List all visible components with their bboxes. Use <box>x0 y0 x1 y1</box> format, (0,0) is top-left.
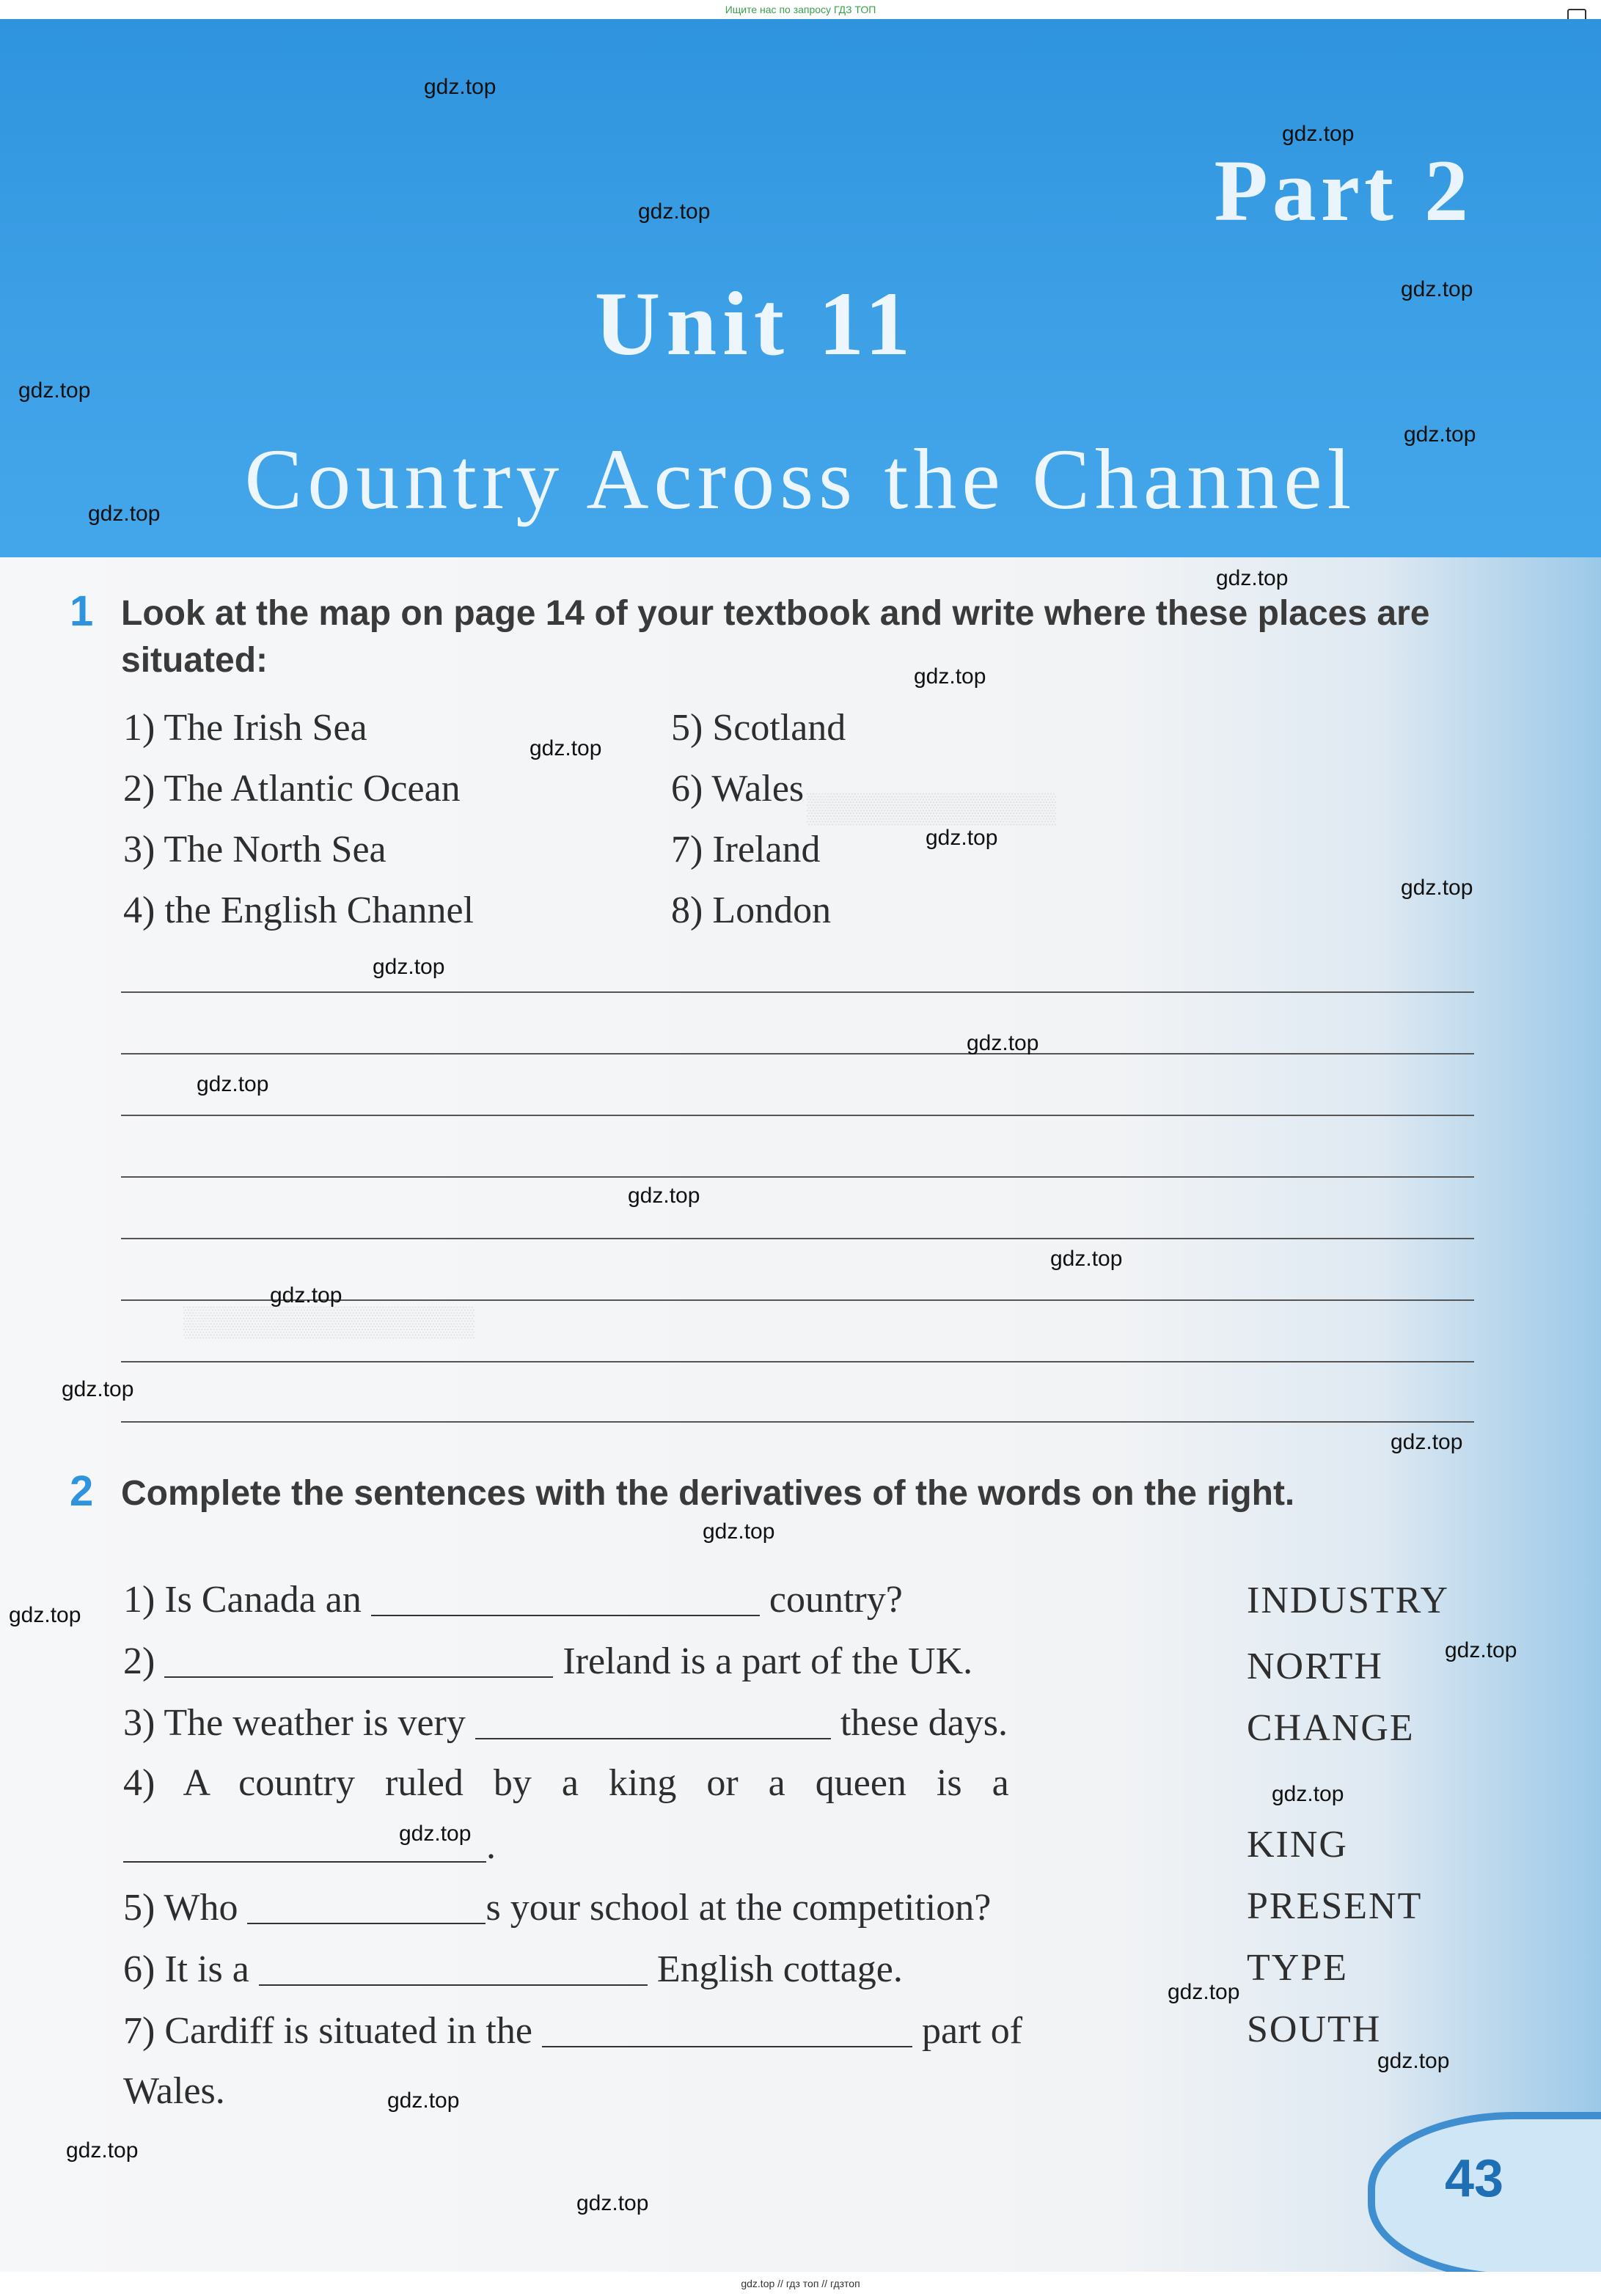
place-item: 1) The Irish Sea <box>123 707 367 749</box>
part-heading: Part 2 <box>1214 142 1473 239</box>
footer-note: gdz.top // гдз топ // гдзтоп <box>0 2272 1601 2296</box>
sentence-3 <box>123 1700 1008 1745</box>
answer-line[interactable] <box>121 1176 1474 1178</box>
watermark: gdz.top <box>88 502 161 526</box>
watermark: gdz.top <box>638 199 711 224</box>
watermark: gdz.top <box>926 826 998 850</box>
blank-field[interactable] <box>371 1577 760 1616</box>
sentence-6-before: 6) It is a <box>123 1948 249 1990</box>
watermark: gdz.top <box>270 1283 342 1307</box>
watermark: gdz.top <box>1168 1980 1240 2004</box>
sentence-7-before: 7) Cardiff is situated in the <box>123 2010 532 2052</box>
unit-title: Country Across the Channel <box>244 431 1357 527</box>
sentence-2-after: Ireland is a part of the UK. <box>563 1640 973 1682</box>
exercise-1-instruction: Look at the map on page 14 of your textbook and write where these places are situated: <box>121 594 1430 680</box>
sentence-6-after: English cottage. <box>656 1948 903 1990</box>
watermark: gdz.top <box>530 736 602 760</box>
root-word: KING <box>1247 1824 1348 1866</box>
sentence-3-before: 3) The weather is very <box>123 1702 466 1744</box>
exercise-2-number: 2 <box>70 1467 94 1515</box>
root-word: SOUTH <box>1247 2009 1382 2050</box>
unit-header <box>0 19 1601 557</box>
answer-line[interactable] <box>121 1238 1474 1239</box>
sentence-6 <box>123 1946 903 1991</box>
watermark: gdz.top <box>576 2191 649 2215</box>
sentence-3-after: these days. <box>840 1702 1008 1744</box>
sentence-7 <box>123 2008 1022 2053</box>
bleed-through-mark: ▒▒▒▒▒▒▒▒▒▒▒▒▒▒ <box>183 1305 475 1338</box>
blank-field[interactable] <box>475 1700 831 1739</box>
watermark: gdz.top <box>703 1519 775 1544</box>
sentence-2-before: 2) <box>123 1640 155 1682</box>
place-item: 2) The Atlantic Ocean <box>123 768 461 810</box>
bleed-through-mark: ▒▒▒▒▒▒▒▒▒▒▒▒ <box>807 792 1057 824</box>
sentence-5 <box>123 1885 991 1929</box>
root-word: INDUSTRY <box>1247 1580 1450 1621</box>
sentence-2 <box>123 1638 972 1683</box>
root-word: NORTH <box>1247 1646 1383 1687</box>
exercise-1-number: 1 <box>70 587 94 635</box>
blank-field[interactable] <box>247 1885 486 1924</box>
watermark: gdz.top <box>1377 2049 1450 2073</box>
sentence-4: 4) A country ruled by a king or a queen is a <box>123 1762 1009 1804</box>
exercise-2-instruction: Complete the sentences with the derivatives of the words on the right. <box>121 1474 1295 1513</box>
sentence-7-line2: Wales. <box>123 2070 225 2112</box>
place-item: 3) The North Sea <box>123 829 386 870</box>
watermark: gdz.top <box>1401 277 1473 301</box>
watermark: gdz.top <box>9 1603 81 1627</box>
watermark: gdz.top <box>1272 1782 1344 1806</box>
place-item: 5) Scotland <box>671 707 846 749</box>
watermark: gdz.top <box>373 955 445 979</box>
sentence-5-after: s your school at the competition? <box>486 1887 992 1929</box>
top-search-note: Ищите нас по запросу ГДЗ ТОП <box>0 0 1601 19</box>
place-item: 8) London <box>671 890 832 931</box>
watermark: gdz.top <box>1401 876 1473 900</box>
watermark: gdz.top <box>1050 1247 1123 1271</box>
watermark: gdz.top <box>1404 422 1476 447</box>
sentence-1-after: country? <box>769 1579 903 1621</box>
sentence-4-after: . <box>486 1825 496 1867</box>
watermark: gdz.top <box>18 378 91 403</box>
place-item: 4) the English Channel <box>123 890 475 931</box>
watermark: gdz.top <box>66 2138 139 2163</box>
watermark: gdz.top <box>1391 1430 1463 1454</box>
watermark: gdz.top <box>1216 566 1289 590</box>
root-word: CHANGE <box>1247 1707 1415 1749</box>
watermark: gdz.top <box>197 1072 269 1096</box>
sentence-1 <box>123 1577 903 1621</box>
root-word: TYPE <box>1247 1947 1348 1989</box>
watermark: gdz.top <box>387 2088 460 2113</box>
page-number: 43 <box>1445 2149 1504 2208</box>
sentence-7-after: part of <box>921 2010 1023 2052</box>
watermark: gdz.top <box>1445 1638 1517 1662</box>
sentence-5-before: 5) Who <box>123 1887 238 1929</box>
watermark: gdz.top <box>424 75 497 99</box>
sentence-1-before: 1) Is Canada an <box>123 1579 362 1621</box>
blank-field[interactable] <box>259 1946 648 1986</box>
watermark: gdz.top <box>1282 122 1355 146</box>
answer-line[interactable] <box>121 1053 1474 1055</box>
unit-heading: Unit 11 <box>594 274 917 374</box>
watermark: gdz.top <box>967 1031 1039 1055</box>
root-word: PRESENT <box>1247 1885 1423 1927</box>
place-item: 7) Ireland <box>671 829 821 870</box>
watermark: gdz.top <box>914 664 986 689</box>
answer-line[interactable] <box>121 1361 1474 1362</box>
blank-field[interactable] <box>164 1638 553 1678</box>
answer-line[interactable] <box>121 1115 1474 1116</box>
answer-line[interactable] <box>121 991 1474 993</box>
watermark: gdz.top <box>628 1184 700 1208</box>
place-item: 6) Wales <box>671 768 805 810</box>
blank-field[interactable] <box>542 2008 912 2047</box>
watermark: gdz.top <box>62 1377 134 1401</box>
answer-line[interactable] <box>121 1421 1474 1423</box>
watermark: gdz.top <box>399 1822 472 1846</box>
